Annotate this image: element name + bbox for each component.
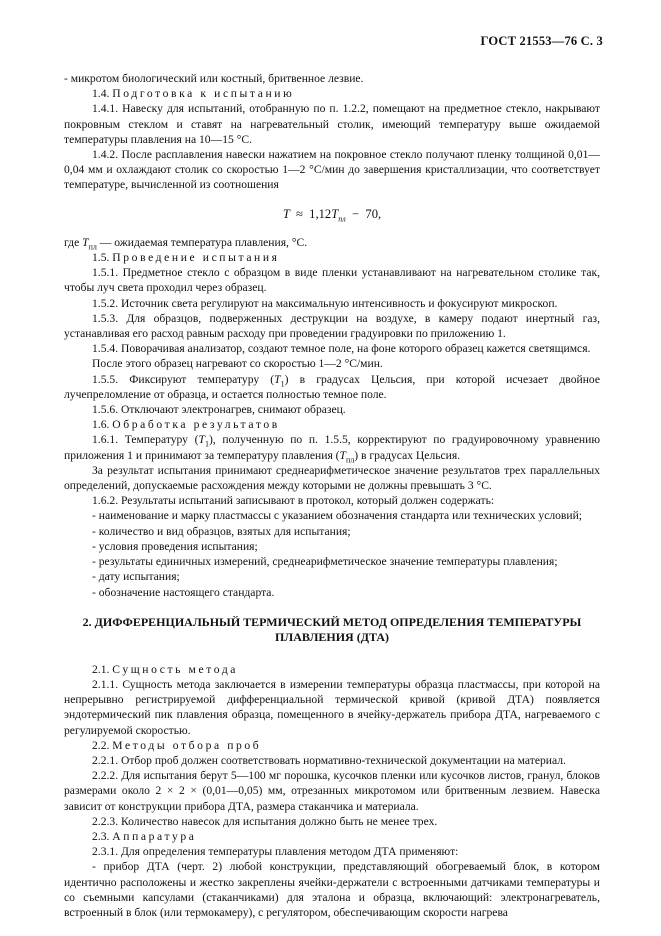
paragraph: 1.5.4. Поворачивая анализатор, создают темное поле, на фоне которого образец кажется светящимся.	[92, 342, 591, 356]
paragraph: где $T_{пл}$ — ожидаемая температура плавления, °С.	[64, 235, 308, 252]
paragraph: 2.1.1. Сущность метода заключается в измерении температуры образца пластмассы, при которой на непрерывно регистрируемой дифференциальной термической кривой (кривой ДТА) появляется эндотермический пик плавления образца, помещенного в ячейку-держатель прибора ДТА, нагреваемого с регулируемой скоростью.	[64, 677, 600, 737]
paragraph: 2.2.3. Количество навесок для испытания должно быть не менее трех.	[92, 814, 438, 828]
subsection-heading: 1.4. Подготовка к испытанию	[92, 87, 295, 101]
paragraph: 1.5.6. Отключают электронагрев, снимают образец.	[92, 403, 346, 417]
paragraph: 1.5.5. Фиксируют температуру $(T_1)$ в градусах Цельсия, при которой исчезает двойное лучепреломление от образца, и остается полностью темное поле.	[64, 372, 600, 401]
paragraph: - прибор ДТА (черт. 2) любой конструкции, представляющий обогреваемый блок, в котором идентично расположены и жестко закреплены ячейки-держатели с встроенными датчиками температуры и со съемными капсулами (стаканчиками) для эталона и образца, включающий: электронагреватель, встроенный в блок (или термокамеру), с регулятором, обеспечивающим скорости нагрева	[64, 860, 600, 919]
paragraph: 1.4.2. После расплавления навески нажатием на покровное стекло получают пленку толщиной 0,01—0,04 мм и охлаждают столик со скоростью 1—2 °С/мин до завершения кристаллизации, что соответствует температуре, вычисленной из соотношения	[64, 148, 600, 192]
paragraph: 1.5.3. Для образцов, подверженных деструкции на воздухе, в камеру подают инертный газ, устанавливая его расход равным расходу при проведении градуировки по приложению 1.	[64, 311, 600, 341]
paragraph: - количество и вид образцов, взятых для испытания;	[92, 524, 351, 538]
paragraph: - обозначение настоящего стандарта.	[92, 585, 275, 599]
page-header: ГОСТ 21553—76 С. 3	[480, 34, 603, 48]
section-title: 2. ДИФФЕРЕНЦИАЛЬНЫЙ ТЕРМИЧЕСКИЙ МЕТОД ОПРЕДЕЛЕНИЯ ТЕМПЕРАТУРЫ ПЛАВЛЕНИЯ (ДТА)	[82, 614, 582, 644]
document-body	[64, 71, 600, 920]
paragraph: После этого образец нагревают со скоростью 1—2 °С/мин.	[92, 357, 383, 371]
paragraph: 2.2.2. Для испытания берут 5—100 мг порошка, кусочков пленки или кусочков листов, гранул, блоков размерами около 2 × 2 × (0,01—0,05) мм, отрезанных микротомом или бритвенным лезвием. Навеска зависит от конструкции прибора ДТА, размера стаканчика и материала.	[64, 769, 600, 813]
formula: $T \approx 1,12T_{пл} - 70$,	[282, 206, 382, 224]
paragraph: 1.5.2. Источник света регулируют на максимальную интенсивность и фокусируют микроскоп.	[92, 296, 558, 310]
paragraph: - микротом биологический или костный, бритвенное лезвие.	[64, 72, 364, 85]
paragraph: За результат испытания принимают среднеарифметическое значение результатов трех параллельных определений, допускаемые расхождения между которыми не должны превышать 3 °С.	[64, 463, 600, 493]
paragraph: - наименование и марку пластмассы с указанием обозначения стандарта или технических условий;	[92, 509, 583, 523]
paragraph: - результаты единичных измерений, среднеарифметическое значение температуры плавления;	[92, 555, 558, 569]
paragraph: 1.6.1. Температуру $(T_1)$, полученную по п. 1.5.5, корректируют по градуировочному уравнению приложения 1 и принимают за температуру плавления $(T_{пл})$ в градусах Цельсия.	[64, 433, 600, 464]
paragraph: 2.2.1. Отбор проб должен соответствовать нормативно-технической документации на материал.	[92, 753, 566, 767]
paragraph: - дату испытания;	[92, 570, 180, 584]
paragraph: 2.3.1. Для определения температуры плавления методом ДТА применяют:	[92, 845, 459, 859]
subsection-heading: 1.5. Проведение испытания	[92, 251, 280, 265]
subsection-heading: 2.3. Аппаратура	[92, 829, 197, 843]
subsection-heading: 2.1. Сущность метода	[92, 662, 239, 676]
subsection-heading: 2.2. Методы отбора проб	[92, 738, 262, 752]
paragraph: 1.6.2. Результаты испытаний записывают в протокол, который должен содержать:	[92, 494, 495, 508]
paragraph: - условия проведения испытания;	[92, 539, 258, 553]
paragraph: 1.5.1. Предметное стекло с образцом в виде пленки устанавливают на нагревательном столике так, чтобы луч света проходил через образец.	[64, 266, 600, 295]
paragraph: 1.4.1. Навеску для испытаний, отобранную по п. 1.2.2, помещают на предметное стекло, накрывают покровным стеклом и ставят на нагревательный столик, имеющий температуру выше ожидаемой температуры плавления на 10—15 °С.	[64, 102, 600, 146]
subsection-heading: 1.6. Обработка результатов	[92, 418, 280, 432]
